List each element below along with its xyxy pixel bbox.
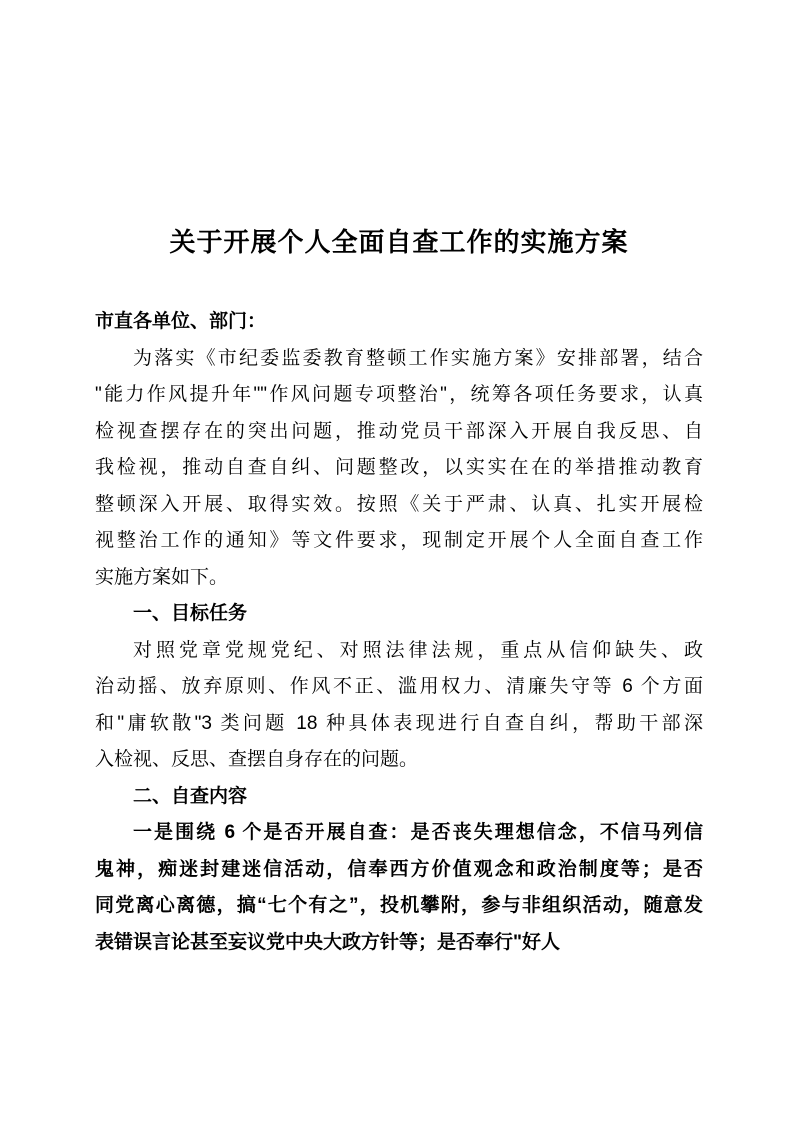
salutation: 市直各单位、部门： [95, 311, 267, 332]
goals-paragraph-line: 和"庸软散"3 类问题 18 种具体表现进行自查自纠，帮助干部深 [95, 712, 703, 734]
content-paragraph-line: 一是围绕 6 个是否开展自查：是否丧失理想信念，不信马列信 [133, 822, 703, 843]
intro-paragraph-line: 实施方案如下。 [95, 566, 229, 588]
intro-paragraph-line: 检视查摆存在的突出问题，推动党员干部深入开展自我反思、自 [95, 420, 703, 442]
intro-paragraph-line: "能力作风提升年""作风问题专项整治"，统筹各项任务要求，认真 [95, 384, 703, 405]
content-paragraph-line: 同党离心离德，搞“七个有之”，投机攀附，参与非组织活动，随意发 [95, 895, 703, 916]
section-heading-2-line: 二、自查内容 [133, 785, 248, 807]
goals-paragraph-line: 入检视、反思、查摆自身存在的问题。 [95, 749, 419, 770]
content-paragraph-line: 表错误言论甚至妄议党中央大政方针等；是否奉行"好人 [95, 931, 561, 953]
intro-paragraph-line: 视整治工作的通知》等文件要求，现制定开展个人全面自查工作 [95, 530, 703, 551]
intro-paragraph-line: 我检视，推动自查自纠、问题整改，以实实在在的举措推动教育 [95, 457, 703, 478]
intro-paragraph-line: 整顿深入开展、取得实效。按照《关于严肃、认真、扎实开展检 [95, 493, 703, 515]
intro-paragraph-line: 为落实《市纪委监委教育整顿工作实施方案》安排部署，结合 [133, 347, 703, 369]
section-heading-1-line: 一、目标任务 [133, 603, 248, 624]
content-paragraph-line: 鬼神，痴迷封建迷信活动，信奉西方价值观念和政治制度等；是否 [95, 858, 703, 880]
goals-paragraph-line: 治动摇、放弃原则、作风不正、滥用权力、清廉失守等 6 个方面 [95, 676, 703, 697]
document-title: 关于开展个人全面自查工作的实施方案 [169, 227, 629, 257]
goals-paragraph-line: 对照党章党规党纪、对照法律法规，重点从信仰缺失、政 [133, 639, 703, 661]
document-body [95, 341, 703, 962]
